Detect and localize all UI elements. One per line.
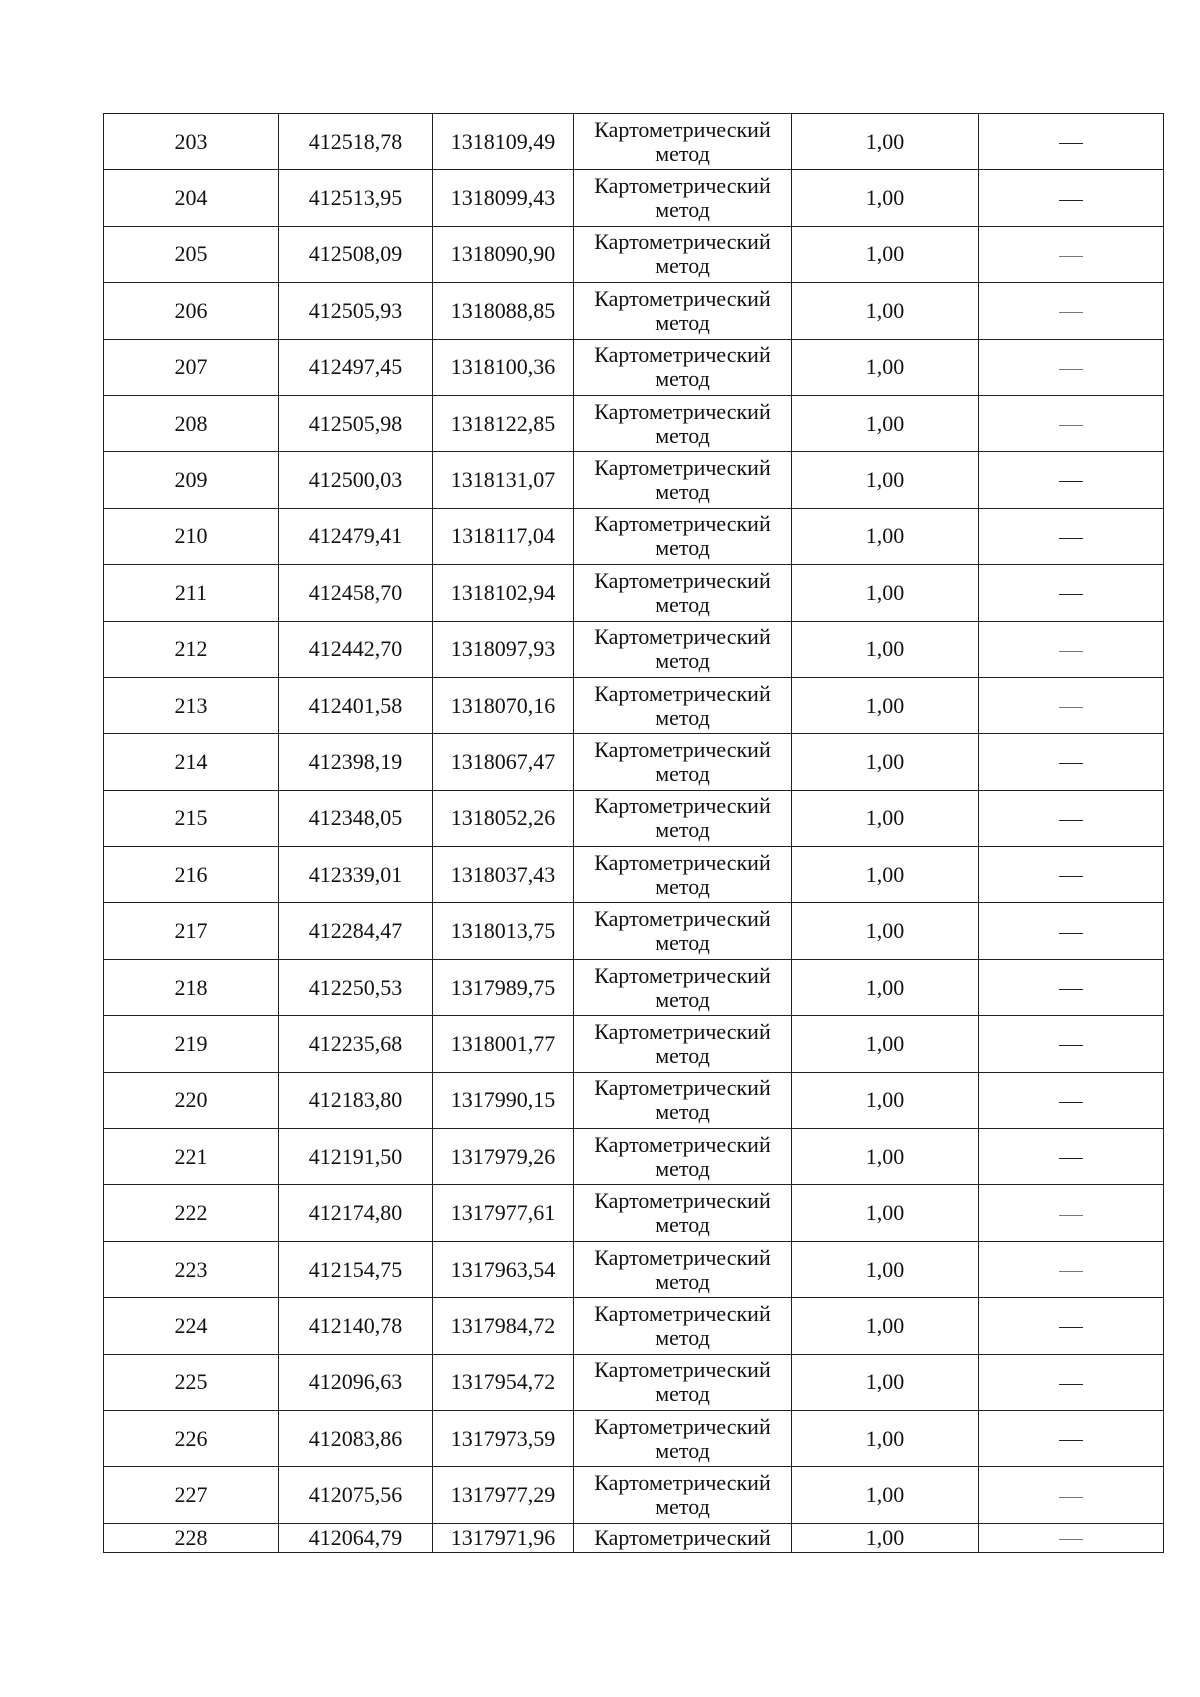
note-cell	[979, 1354, 1164, 1410]
table-row	[104, 226, 1164, 282]
table-row	[104, 1185, 1164, 1241]
accuracy-cell: 1,00	[792, 790, 979, 846]
note-cell	[979, 226, 1164, 282]
method-cell: Картометрический метод	[574, 1129, 792, 1185]
method-cell: Картометрический метод	[574, 170, 792, 226]
accuracy-cell: 1,00	[792, 1016, 979, 1072]
x-coordinate-cell: 412479,41	[279, 508, 433, 564]
dash-mark	[1059, 1102, 1083, 1103]
y-coordinate-cell: 1318067,47	[433, 734, 574, 790]
x-coordinate-cell: 412398,19	[279, 734, 433, 790]
table-row	[104, 1523, 1164, 1552]
point-number-cell: 221	[104, 1129, 279, 1185]
table-row	[104, 508, 1164, 564]
method-cell: Картометрический метод	[574, 677, 792, 733]
y-coordinate-cell: 1317971,96	[433, 1523, 574, 1552]
table-row	[104, 1298, 1164, 1354]
method-cell: Картометрический метод	[574, 1354, 792, 1410]
note-cell	[979, 508, 1164, 564]
table-row	[104, 903, 1164, 959]
x-coordinate-cell: 412191,50	[279, 1129, 433, 1185]
accuracy-cell: 1,00	[792, 959, 979, 1015]
note-cell	[979, 1129, 1164, 1185]
x-coordinate-cell: 412505,93	[279, 283, 433, 339]
dash-mark	[1059, 989, 1083, 990]
y-coordinate-cell: 1318122,85	[433, 395, 574, 451]
point-number-cell: 213	[104, 677, 279, 733]
point-number-cell: 225	[104, 1354, 279, 1410]
y-coordinate-cell: 1317963,54	[433, 1241, 574, 1297]
note-cell	[979, 621, 1164, 677]
x-coordinate-cell: 412284,47	[279, 903, 433, 959]
accuracy-cell: 1,00	[792, 1072, 979, 1128]
dash-mark	[1059, 820, 1083, 821]
note-cell	[979, 959, 1164, 1015]
dash-mark	[1059, 1497, 1083, 1498]
dash-mark	[1059, 256, 1083, 257]
accuracy-cell: 1,00	[792, 677, 979, 733]
table-row	[104, 1354, 1164, 1410]
dash-mark	[1059, 200, 1083, 201]
dash-mark	[1059, 1158, 1083, 1159]
dash-mark	[1059, 1215, 1083, 1216]
coordinates-table-body	[104, 114, 1164, 1553]
dash-mark	[1059, 876, 1083, 877]
point-number-cell: 218	[104, 959, 279, 1015]
method-cell: Картометрический метод	[574, 1410, 792, 1466]
x-coordinate-cell: 412064,79	[279, 1523, 433, 1552]
accuracy-cell: 1,00	[792, 395, 979, 451]
y-coordinate-cell: 1318013,75	[433, 903, 574, 959]
table-row	[104, 1467, 1164, 1523]
x-coordinate-cell: 412442,70	[279, 621, 433, 677]
point-number-cell: 215	[104, 790, 279, 846]
x-coordinate-cell: 412348,05	[279, 790, 433, 846]
point-number-cell: 228	[104, 1523, 279, 1552]
note-cell	[979, 1016, 1164, 1072]
point-number-cell: 205	[104, 226, 279, 282]
dash-mark	[1059, 481, 1083, 482]
accuracy-cell: 1,00	[792, 565, 979, 621]
method-cell: Картометрический метод	[574, 1241, 792, 1297]
x-coordinate-cell: 412500,03	[279, 452, 433, 508]
method-cell: Картометрический метод	[574, 1467, 792, 1523]
x-coordinate-cell: 412339,01	[279, 847, 433, 903]
dash-mark	[1059, 707, 1083, 708]
method-cell: Картометрический метод	[574, 1016, 792, 1072]
note-cell	[979, 1523, 1164, 1552]
accuracy-cell: 1,00	[792, 452, 979, 508]
table-row	[104, 1016, 1164, 1072]
dash-mark	[1059, 763, 1083, 764]
note-cell	[979, 114, 1164, 170]
note-cell	[979, 790, 1164, 846]
y-coordinate-cell: 1318090,90	[433, 226, 574, 282]
table-row	[104, 621, 1164, 677]
x-coordinate-cell: 412096,63	[279, 1354, 433, 1410]
method-cell: Картометрический метод	[574, 452, 792, 508]
point-number-cell: 206	[104, 283, 279, 339]
dash-mark	[1059, 651, 1083, 652]
method-cell: Картометрический метод	[574, 1185, 792, 1241]
y-coordinate-cell: 1318097,93	[433, 621, 574, 677]
method-cell: Картометрический метод	[574, 959, 792, 1015]
accuracy-cell: 1,00	[792, 1241, 979, 1297]
point-number-cell: 214	[104, 734, 279, 790]
point-number-cell: 219	[104, 1016, 279, 1072]
table-row	[104, 395, 1164, 451]
x-coordinate-cell: 412250,53	[279, 959, 433, 1015]
accuracy-cell: 1,00	[792, 508, 979, 564]
y-coordinate-cell: 1318001,77	[433, 1016, 574, 1072]
dash-mark	[1059, 312, 1083, 313]
table-row	[104, 339, 1164, 395]
x-coordinate-cell: 412513,95	[279, 170, 433, 226]
y-coordinate-cell: 1317973,59	[433, 1410, 574, 1466]
note-cell	[979, 565, 1164, 621]
y-coordinate-cell: 1317977,29	[433, 1467, 574, 1523]
note-cell	[979, 1298, 1164, 1354]
table-row	[104, 847, 1164, 903]
y-coordinate-cell: 1318109,49	[433, 114, 574, 170]
point-number-cell: 209	[104, 452, 279, 508]
y-coordinate-cell: 1317977,61	[433, 1185, 574, 1241]
method-cell: Картометрический метод	[574, 339, 792, 395]
x-coordinate-cell: 412075,56	[279, 1467, 433, 1523]
note-cell	[979, 734, 1164, 790]
method-cell: Картометрический метод	[574, 395, 792, 451]
note-cell	[979, 1241, 1164, 1297]
y-coordinate-cell: 1318131,07	[433, 452, 574, 508]
point-number-cell: 226	[104, 1410, 279, 1466]
x-coordinate-cell: 412497,45	[279, 339, 433, 395]
y-coordinate-cell: 1317979,26	[433, 1129, 574, 1185]
accuracy-cell: 1,00	[792, 339, 979, 395]
y-coordinate-cell: 1318099,43	[433, 170, 574, 226]
note-cell	[979, 1410, 1164, 1466]
y-coordinate-cell: 1317984,72	[433, 1298, 574, 1354]
note-cell	[979, 1185, 1164, 1241]
accuracy-cell: 1,00	[792, 1354, 979, 1410]
point-number-cell: 223	[104, 1241, 279, 1297]
method-cell: Картометрический метод	[574, 226, 792, 282]
note-cell	[979, 339, 1164, 395]
accuracy-cell: 1,00	[792, 734, 979, 790]
note-cell	[979, 1467, 1164, 1523]
method-cell: Картометрический метод	[574, 1298, 792, 1354]
note-cell	[979, 847, 1164, 903]
table-row	[104, 1410, 1164, 1466]
table-row	[104, 677, 1164, 733]
x-coordinate-cell: 412154,75	[279, 1241, 433, 1297]
y-coordinate-cell: 1318088,85	[433, 283, 574, 339]
table-row	[104, 790, 1164, 846]
dash-mark	[1059, 425, 1083, 426]
point-number-cell: 224	[104, 1298, 279, 1354]
accuracy-cell: 1,00	[792, 847, 979, 903]
point-number-cell: 204	[104, 170, 279, 226]
point-number-cell: 220	[104, 1072, 279, 1128]
accuracy-cell: 1,00	[792, 1298, 979, 1354]
dash-mark	[1059, 1327, 1083, 1328]
point-number-cell: 208	[104, 395, 279, 451]
x-coordinate-cell: 412401,58	[279, 677, 433, 733]
note-cell	[979, 903, 1164, 959]
method-cell: Картометрический метод	[574, 114, 792, 170]
accuracy-cell: 1,00	[792, 1129, 979, 1185]
y-coordinate-cell: 1318052,26	[433, 790, 574, 846]
dash-mark	[1059, 594, 1083, 595]
dash-mark	[1059, 369, 1083, 370]
dash-mark	[1059, 1384, 1083, 1385]
point-number-cell: 210	[104, 508, 279, 564]
dash-mark	[1059, 1539, 1083, 1540]
point-number-cell: 222	[104, 1185, 279, 1241]
note-cell	[979, 395, 1164, 451]
note-cell	[979, 170, 1164, 226]
point-number-cell: 227	[104, 1467, 279, 1523]
y-coordinate-cell: 1317990,15	[433, 1072, 574, 1128]
note-cell	[979, 677, 1164, 733]
method-cell: Картометрический метод	[574, 508, 792, 564]
table-row	[104, 283, 1164, 339]
x-coordinate-cell: 412140,78	[279, 1298, 433, 1354]
point-number-cell: 212	[104, 621, 279, 677]
y-coordinate-cell: 1317954,72	[433, 1354, 574, 1410]
y-coordinate-cell: 1318102,94	[433, 565, 574, 621]
note-cell	[979, 1072, 1164, 1128]
table-row	[104, 565, 1164, 621]
table-row	[104, 1072, 1164, 1128]
note-cell	[979, 452, 1164, 508]
point-number-cell: 211	[104, 565, 279, 621]
accuracy-cell: 1,00	[792, 621, 979, 677]
dash-mark	[1059, 143, 1083, 144]
table-row	[104, 1241, 1164, 1297]
point-number-cell: 217	[104, 903, 279, 959]
point-number-cell: 207	[104, 339, 279, 395]
method-cell: Картометрический метод	[574, 565, 792, 621]
y-coordinate-cell: 1317989,75	[433, 959, 574, 1015]
table-row	[104, 170, 1164, 226]
accuracy-cell: 1,00	[792, 1467, 979, 1523]
y-coordinate-cell: 1318070,16	[433, 677, 574, 733]
accuracy-cell: 1,00	[792, 170, 979, 226]
x-coordinate-cell: 412174,80	[279, 1185, 433, 1241]
x-coordinate-cell: 412508,09	[279, 226, 433, 282]
method-cell: Картометрический метод	[574, 847, 792, 903]
dash-mark	[1059, 538, 1083, 539]
method-cell: Картометрический метод	[574, 1072, 792, 1128]
accuracy-cell: 1,00	[792, 1523, 979, 1552]
dash-mark	[1059, 933, 1083, 934]
table-row	[104, 1129, 1164, 1185]
accuracy-cell: 1,00	[792, 226, 979, 282]
accuracy-cell: 1,00	[792, 114, 979, 170]
method-cell: Картометрический метод	[574, 621, 792, 677]
method-cell: Картометрический метод	[574, 790, 792, 846]
table-row	[104, 452, 1164, 508]
dash-mark	[1059, 1440, 1083, 1441]
dash-mark	[1059, 1045, 1083, 1046]
dash-mark	[1059, 1271, 1083, 1272]
x-coordinate-cell: 412518,78	[279, 114, 433, 170]
accuracy-cell: 1,00	[792, 283, 979, 339]
table-row	[104, 734, 1164, 790]
table-row	[104, 114, 1164, 170]
accuracy-cell: 1,00	[792, 903, 979, 959]
y-coordinate-cell: 1318100,36	[433, 339, 574, 395]
x-coordinate-cell: 412458,70	[279, 565, 433, 621]
method-cell: Картометрический метод	[574, 734, 792, 790]
method-cell: Картометрический	[574, 1523, 792, 1552]
x-coordinate-cell: 412505,98	[279, 395, 433, 451]
accuracy-cell: 1,00	[792, 1185, 979, 1241]
x-coordinate-cell: 412083,86	[279, 1410, 433, 1466]
method-cell: Картометрический метод	[574, 283, 792, 339]
accuracy-cell: 1,00	[792, 1410, 979, 1466]
y-coordinate-cell: 1318037,43	[433, 847, 574, 903]
point-number-cell: 203	[104, 114, 279, 170]
coordinates-table	[103, 113, 1164, 1553]
x-coordinate-cell: 412235,68	[279, 1016, 433, 1072]
table-row	[104, 959, 1164, 1015]
x-coordinate-cell: 412183,80	[279, 1072, 433, 1128]
point-number-cell: 216	[104, 847, 279, 903]
method-cell: Картометрический метод	[574, 903, 792, 959]
note-cell	[979, 283, 1164, 339]
y-coordinate-cell: 1318117,04	[433, 508, 574, 564]
